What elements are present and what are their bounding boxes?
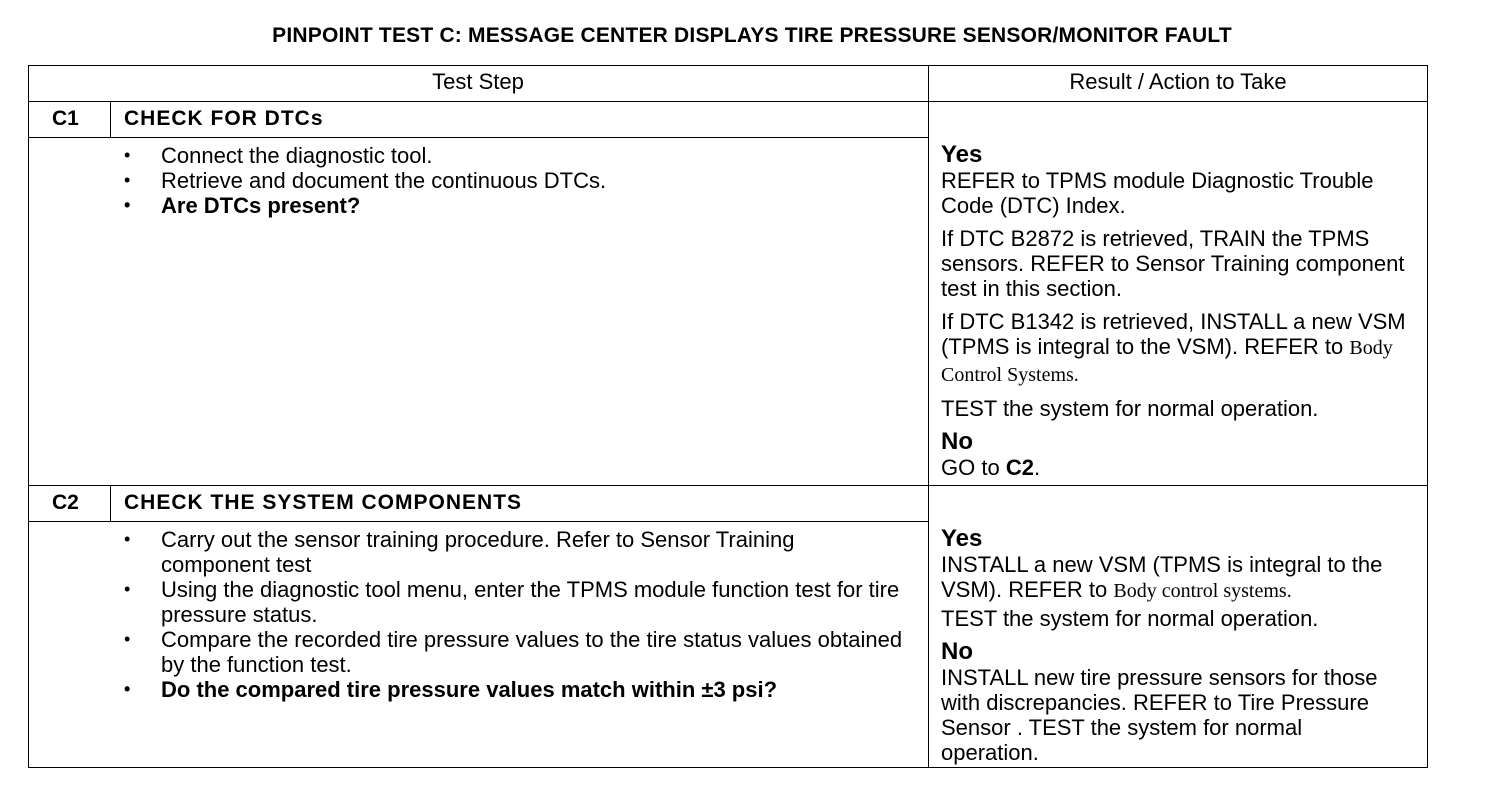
bullet-glyph: • bbox=[124, 170, 131, 190]
header-divider bbox=[28, 101, 1428, 102]
step-divider bbox=[28, 485, 1428, 486]
c1-bullet-list bbox=[124, 143, 914, 218]
c2-yes-text-1: INSTALL a new VSM (TPMS is integral to the VSM). REFER to Body control systems. bbox=[941, 552, 1383, 602]
c2-no-label: No bbox=[941, 638, 973, 665]
c1-id-divider bbox=[110, 101, 111, 137]
c1-no-text: GO to C2. bbox=[941, 455, 1041, 480]
c2-title-divider bbox=[28, 521, 928, 522]
step-id-c2: C2 bbox=[52, 491, 79, 514]
c2-id-divider bbox=[110, 485, 111, 521]
c2-no-text: INSTALL new tire pressure sensors for those with discrepancies. REFER to Tire Pressure Sensor . TEST the system for normal operation. bbox=[941, 665, 1378, 765]
c2-yes-reference: Body control systems. bbox=[1113, 580, 1292, 602]
c1-title-divider bbox=[28, 137, 928, 138]
c1-yes-text-1: REFER to TPMS module Diagnostic Trouble Code (DTC) Index. bbox=[941, 168, 1374, 218]
bullet-glyph: • bbox=[124, 679, 131, 699]
c1-yes-text-3: If DTC B1342 is retrieved, INSTALL a new VSM (TPMS is integral to the VSM). REFER to Body Control Systems. bbox=[941, 309, 1406, 386]
c1-yes-reference: Body Control Systems. bbox=[941, 337, 1393, 386]
list-item: • Carry out the sensor training procedure. Refer to Sensor Training component test bbox=[124, 527, 795, 577]
bullet-glyph: • bbox=[124, 195, 131, 215]
c1-question: • Are DTCs present? bbox=[124, 193, 361, 218]
step-title-c2: CHECK THE SYSTEM COMPONENTS bbox=[124, 491, 523, 514]
column-divider bbox=[928, 65, 929, 768]
header-result-action: Result / Action to Take bbox=[1069, 69, 1287, 94]
c2-yes-label: Yes bbox=[941, 525, 983, 552]
c1-no-label: No bbox=[941, 428, 973, 455]
c1-yes-label: Yes bbox=[941, 141, 983, 168]
step-id-c1: C1 bbox=[52, 107, 79, 130]
c2-yes-text-2: TEST the system for normal operation. bbox=[941, 606, 1319, 631]
c1-result bbox=[941, 142, 1425, 480]
page-title: PINPOINT TEST C: MESSAGE CENTER DISPLAYS TIRE PRESSURE SENSOR/MONITOR FAULT bbox=[272, 24, 1232, 47]
list-item: • Compare the recorded tire pressure values to the tire status values obtained by the function test. bbox=[124, 627, 903, 677]
header-test-step: Test Step bbox=[432, 69, 524, 94]
c2-question: • Do the compared tire pressure values match within ±3 psi? bbox=[124, 677, 778, 702]
step-title-c1: CHECK FOR DTCs bbox=[124, 107, 324, 130]
bullet-glyph: • bbox=[124, 629, 131, 649]
c2-bullet-list bbox=[124, 527, 904, 702]
c1-yes-text-4: TEST the system for normal operation. bbox=[941, 396, 1319, 421]
bullet-glyph: • bbox=[124, 529, 131, 549]
c2-result bbox=[941, 526, 1425, 765]
list-item: • Retrieve and document the continuous DTCs. bbox=[124, 168, 607, 193]
list-item: • Using the diagnostic tool menu, enter the TPMS module function test for tire pressure status. bbox=[124, 577, 900, 627]
c1-no-target: C2 bbox=[1005, 455, 1034, 480]
bullet-glyph: • bbox=[124, 579, 131, 599]
c1-yes-text-2: If DTC B2872 is retrieved, TRAIN the TPMS sensors. REFER to Sensor Training component test in this section. bbox=[941, 226, 1405, 301]
bullet-glyph: • bbox=[124, 145, 131, 165]
list-item: • Connect the diagnostic tool. bbox=[124, 143, 433, 168]
